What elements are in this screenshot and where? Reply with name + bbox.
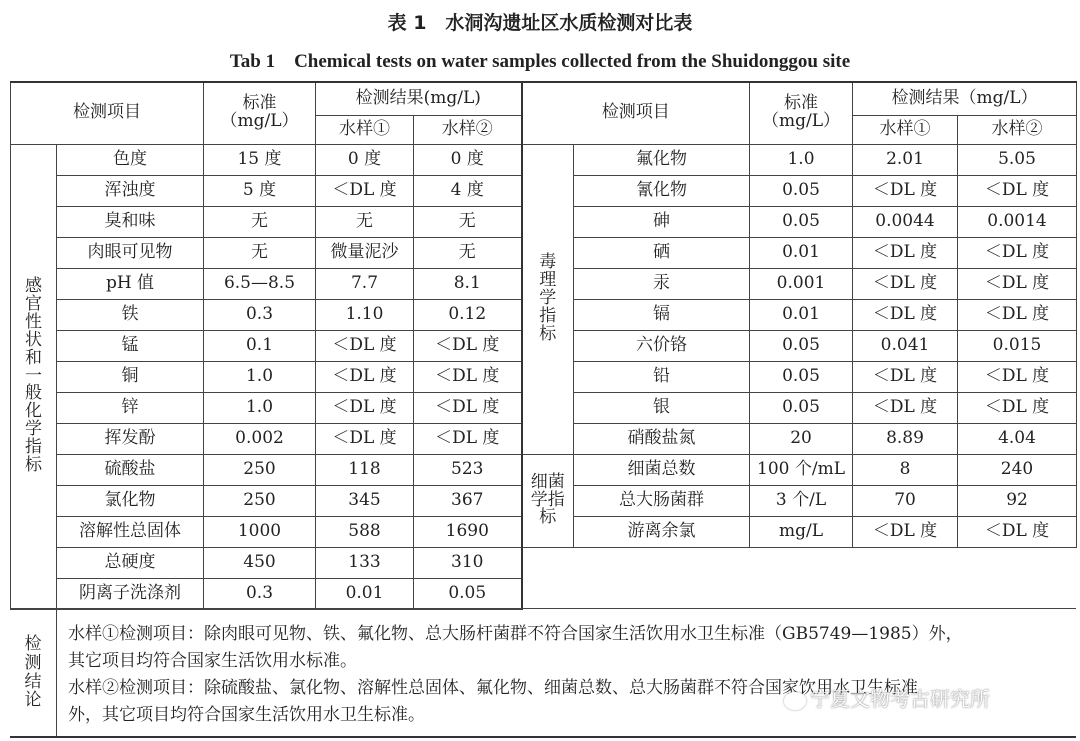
- cell-sample-2: ＜DL 度: [958, 361, 1077, 392]
- group-label-char: 毒: [539, 252, 557, 273]
- header-sample-2: 水样②: [958, 115, 1077, 144]
- cell-standard: 250: [204, 454, 316, 485]
- header-standard-l1: 标准: [242, 93, 277, 114]
- cell-item: 肉眼可见物: [57, 237, 204, 268]
- header-standard-l2: （mg/L）: [762, 111, 841, 132]
- cell-item: 氯化物: [57, 485, 204, 516]
- group-label-char: 感: [25, 276, 42, 297]
- cell-item: 游离余氯: [574, 516, 750, 547]
- header-sample-1: 水样①: [853, 115, 958, 144]
- conclusion-label: [10, 609, 57, 736]
- group-label-char: 状: [25, 329, 42, 350]
- header-item: 检测项目: [11, 82, 204, 144]
- cell-item: 总硬度: [57, 547, 204, 578]
- cell-standard: 1000: [204, 516, 316, 547]
- cell-sample-2: ＜DL 度: [958, 268, 1077, 299]
- wechat-icon: [784, 692, 806, 710]
- cell-sample-2: ＜DL 度: [414, 423, 522, 454]
- cell-sample-1: 0 度: [316, 144, 414, 175]
- header-result: 检测结果（mg/L）: [853, 82, 1077, 115]
- cell-sample-1: 133: [316, 547, 414, 578]
- cell-item: 汞: [574, 268, 750, 299]
- cell-sample-2: 0.12: [414, 299, 522, 330]
- group-label-char: 性: [25, 312, 42, 333]
- cell-standard: 20: [750, 423, 853, 454]
- cell-sample-1: 588: [316, 516, 414, 547]
- cell-sample-2: ＜DL 度: [958, 299, 1077, 330]
- cell-sample-1: 2.01: [853, 144, 958, 175]
- cell-sample-2: ＜DL 度: [958, 516, 1077, 547]
- conclusion-line: 水样②检测项目：除硫酸盐、氯化物、溶解性总固体、氟化物、细菌总数、总大肠菌群不符合国家饮用水卫生标准: [68, 678, 918, 698]
- header-item: 检测项目: [522, 82, 750, 144]
- cell-sample-2: 无: [414, 237, 522, 268]
- cell-standard: 0.002: [204, 423, 316, 454]
- group-label-char: 和: [25, 347, 42, 368]
- cell-standard: 3 个/L: [750, 485, 853, 516]
- cell-standard: 无: [204, 206, 316, 237]
- cell-sample-2: 无: [414, 206, 522, 237]
- conclusion-label-char: 论: [24, 690, 42, 711]
- cell-sample-1: ＜DL 度: [853, 237, 958, 268]
- group-label: [522, 454, 574, 547]
- cell-sample-2: 4.04: [958, 423, 1077, 454]
- conclusion-label-char: 检: [24, 634, 42, 655]
- conclusion-line: 水样①检测项目：除肉眼可见物、铁、氟化物、总大肠杆菌群不符合国家生活饮用水卫生标准（GB5749—1985）外，: [68, 624, 963, 644]
- cell-sample-1: ＜DL 度: [316, 175, 414, 206]
- conclusion-line: 其它项目均符合国家生活饮用水标准。: [68, 651, 357, 671]
- cell-standard: 6.5—8.5: [204, 268, 316, 299]
- cell-sample-1: ＜DL 度: [316, 423, 414, 454]
- header-standard-l1: 标准: [784, 93, 819, 114]
- cell-standard: 0.05: [750, 361, 853, 392]
- cell-sample-2: ＜DL 度: [414, 392, 522, 423]
- cell-item: 铜: [57, 361, 204, 392]
- cell-sample-2: 5.05: [958, 144, 1077, 175]
- cell-item: 色度: [57, 144, 204, 175]
- group-label-char: 标: [539, 507, 557, 528]
- cell-item: 氟化物: [574, 144, 750, 175]
- cell-item: 银: [574, 392, 750, 423]
- cell-standard: 0.05: [750, 175, 853, 206]
- watermark: 宁夏文物考古研究所: [784, 683, 990, 712]
- header-result: 检测结果(mg/L): [316, 82, 522, 115]
- table-row: [11, 547, 1077, 578]
- conclusion-line: 外，其它项目均符合国家生活饮用水卫生标准。: [68, 705, 425, 725]
- cell-sample-1: ＜DL 度: [853, 268, 958, 299]
- conclusion-label-char: 结: [24, 671, 42, 692]
- cell-item: 细菌总数: [574, 454, 750, 485]
- cell-sample-2: 310: [414, 547, 522, 578]
- table-title-en: Tab 1 Chemical tests on water samples collected from the Shuidonggou site: [229, 51, 851, 72]
- cell-item: 铅: [574, 361, 750, 392]
- cell-item: 阴离子洗涤剂: [57, 578, 204, 609]
- cell-sample-2: 0.015: [958, 330, 1077, 361]
- cell-item: 挥发酚: [57, 423, 204, 454]
- cell-item: 氰化物: [574, 175, 750, 206]
- cell-standard: 0.3: [204, 578, 316, 609]
- cell-standard: 15 度: [204, 144, 316, 175]
- cell-sample-1: ＜DL 度: [853, 299, 958, 330]
- group-label-char: 官: [25, 294, 42, 315]
- cell-standard: 1.0: [204, 361, 316, 392]
- cell-sample-1: 70: [853, 485, 958, 516]
- water-quality-table: [10, 81, 1077, 610]
- cell-sample-1: 微量泥沙: [316, 237, 414, 268]
- group-label-char: 标: [539, 323, 557, 344]
- cell-item: 总大肠菌群: [574, 485, 750, 516]
- cell-standard: 5 度: [204, 175, 316, 206]
- cell-sample-2: 1690: [414, 516, 522, 547]
- cell-standard: 0.01: [750, 299, 853, 330]
- table-row: [11, 454, 1077, 485]
- header-sample-1: 水样①: [316, 115, 414, 144]
- cell-standard: 250: [204, 485, 316, 516]
- cell-sample-1: 7.7: [316, 268, 414, 299]
- cell-item: 浑浊度: [57, 175, 204, 206]
- cell-sample-1: 0.041: [853, 330, 958, 361]
- cell-item: 锌: [57, 392, 204, 423]
- cell-item: 硒: [574, 237, 750, 268]
- header-standard-l2: （mg/L）: [220, 111, 299, 132]
- cell-standard: mg/L: [750, 516, 853, 547]
- cell-standard: 无: [204, 237, 316, 268]
- cell-sample-2: 523: [414, 454, 522, 485]
- header-standard: [204, 82, 316, 144]
- group-label-char: 化: [25, 401, 42, 422]
- cell-sample-1: ＜DL 度: [853, 361, 958, 392]
- cell-item: pH 值: [57, 268, 204, 299]
- cell-sample-1: 1.10: [316, 299, 414, 330]
- cell-sample-2: ＜DL 度: [958, 237, 1077, 268]
- conclusion-label-char: 测: [24, 652, 42, 673]
- group-label-char: 学指: [530, 489, 565, 510]
- empty-cell: [522, 547, 1077, 609]
- group-label-char: 一: [25, 365, 42, 386]
- cell-sample-1: ＜DL 度: [853, 516, 958, 547]
- cell-standard: 0.3: [204, 299, 316, 330]
- cell-standard: 0.001: [750, 268, 853, 299]
- conclusion-text: [68, 621, 1068, 729]
- group-label-char: 般: [25, 383, 42, 404]
- cell-sample-1: 118: [316, 454, 414, 485]
- cell-sample-2: ＜DL 度: [414, 330, 522, 361]
- group-label-char: 指: [539, 305, 557, 326]
- cell-sample-1: 无: [316, 206, 414, 237]
- group-label-char: 理: [539, 270, 557, 291]
- cell-sample-1: ＜DL 度: [316, 330, 414, 361]
- cell-sample-2: 4 度: [414, 175, 522, 206]
- cell-item: 硫酸盐: [57, 454, 204, 485]
- cell-standard: 0.05: [750, 206, 853, 237]
- group-label-char: 细菌: [530, 471, 565, 492]
- cell-sample-2: 8.1: [414, 268, 522, 299]
- cell-sample-1: ＜DL 度: [316, 361, 414, 392]
- cell-sample-1: ＜DL 度: [853, 392, 958, 423]
- group-label-char: 学: [25, 419, 42, 440]
- cell-item: 铁: [57, 299, 204, 330]
- cell-sample-1: 8: [853, 454, 958, 485]
- cell-item: 溶解性总固体: [57, 516, 204, 547]
- conclusion-section: [10, 608, 1076, 738]
- header-sample-2: 水样②: [414, 115, 522, 144]
- table-title-cn: 表 1 水洞沟遗址区水质检测对比表: [387, 12, 693, 34]
- cell-standard: 1.0: [750, 144, 853, 175]
- cell-sample-2: 367: [414, 485, 522, 516]
- cell-item: 硝酸盐氮: [574, 423, 750, 454]
- cell-sample-1: 345: [316, 485, 414, 516]
- cell-sample-2: 0.05: [414, 578, 522, 609]
- group-label: [11, 144, 57, 609]
- cell-sample-2: 92: [958, 485, 1077, 516]
- table-row: [11, 144, 1077, 175]
- cell-standard: 1.0: [204, 392, 316, 423]
- cell-item: 锰: [57, 330, 204, 361]
- group-label-char: 学: [539, 288, 557, 309]
- header-standard: [750, 82, 853, 144]
- group-label-char: 指: [25, 436, 42, 457]
- cell-item: 六价铬: [574, 330, 750, 361]
- cell-standard: 0.05: [750, 392, 853, 423]
- cell-sample-2: 0 度: [414, 144, 522, 175]
- cell-sample-1: 8.89: [853, 423, 958, 454]
- cell-item: 砷: [574, 206, 750, 237]
- cell-item: 镉: [574, 299, 750, 330]
- cell-item: 臭和味: [57, 206, 204, 237]
- cell-sample-2: ＜DL 度: [414, 361, 522, 392]
- cell-sample-1: 0.01: [316, 578, 414, 609]
- cell-sample-1: 0.0044: [853, 206, 958, 237]
- cell-standard: 0.05: [750, 330, 853, 361]
- group-label: [522, 144, 574, 454]
- cell-standard: 0.01: [750, 237, 853, 268]
- cell-sample-2: 0.0014: [958, 206, 1077, 237]
- cell-sample-2: 240: [958, 454, 1077, 485]
- cell-standard: 100 个/mL: [750, 454, 853, 485]
- cell-sample-2: ＜DL 度: [958, 392, 1077, 423]
- cell-standard: 0.1: [204, 330, 316, 361]
- cell-sample-1: ＜DL 度: [853, 175, 958, 206]
- group-label-char: 标: [25, 454, 42, 475]
- cell-standard: 450: [204, 547, 316, 578]
- cell-sample-1: ＜DL 度: [316, 392, 414, 423]
- cell-sample-2: ＜DL 度: [958, 175, 1077, 206]
